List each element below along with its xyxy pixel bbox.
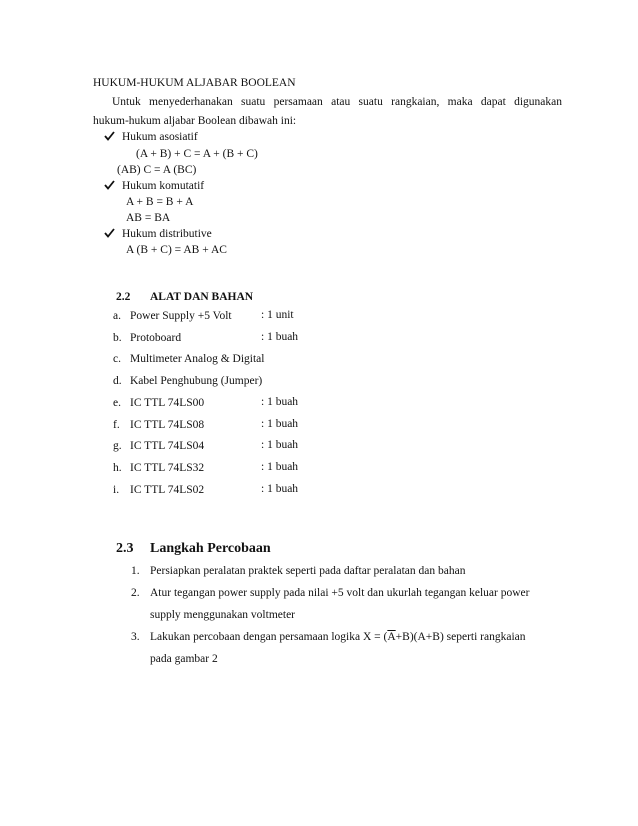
checkmark-icon xyxy=(104,130,116,144)
page-heading: HUKUM-HUKUM ALJABAR BOOLEAN xyxy=(93,77,296,89)
list-item-name: IC TTL 74LS08 xyxy=(130,419,205,431)
law-equation: A (B + C) = AB + AC xyxy=(126,244,227,256)
list-item-letter: c. xyxy=(113,353,121,365)
section-title-steps: Langkah Percobaan xyxy=(150,541,271,556)
intro-line-1: Untuk menyederhanakan suatu persamaan atau suatu rangkaian, maka dapat digunakan xyxy=(112,96,562,108)
list-item-qty: : 1 buah xyxy=(261,331,299,343)
list-item-name: Protoboard xyxy=(130,332,182,344)
list-item-name: Multimeter Analog & Digital xyxy=(130,353,265,365)
list-item-qty: : 1 buah xyxy=(261,461,299,473)
step-text-part: Lakukan percobaan dengan persamaan logika X = ( xyxy=(150,631,388,643)
step-number: 2. xyxy=(131,587,140,599)
list-item-qty: : 1 buah xyxy=(261,418,299,430)
list-item-letter: b. xyxy=(113,332,122,344)
step-text: Persiapkan peralatan praktek seperti pada daftar peralatan dan bahan xyxy=(150,565,466,577)
step-number: 1. xyxy=(131,565,140,577)
law-name: Hukum asosiatif xyxy=(122,131,198,143)
list-item-qty: : 1 buah xyxy=(261,439,299,451)
list-item-name: IC TTL 74LS02 xyxy=(130,484,205,496)
step-text: Atur tegangan power supply pada nilai +5 volt dan ukurlah tegangan keluar power xyxy=(150,587,530,599)
list-item-qty: : 1 unit xyxy=(261,309,294,321)
section-title-tools: ALAT DAN BAHAN xyxy=(150,291,254,303)
law-equation: (AB) C = A (BC) xyxy=(117,164,197,176)
section-number-steps: 2.3 xyxy=(116,541,134,556)
list-item-letter: h. xyxy=(113,462,122,474)
checkmark-icon xyxy=(104,227,116,241)
list-item-qty: : 1 buah xyxy=(261,483,299,495)
law-komutatif xyxy=(104,179,204,193)
list-item-letter: g. xyxy=(113,440,122,452)
step-text: supply menggunakan voltmeter xyxy=(150,609,295,621)
law-name: Hukum komutatif xyxy=(122,180,205,192)
step-text-negated-var: $\overline{A}$ xyxy=(387,631,396,643)
list-item-letter: a. xyxy=(113,310,121,322)
list-item-letter: d. xyxy=(113,375,122,387)
law-name: Hukum distributive xyxy=(122,228,212,240)
list-item-letter: i. xyxy=(113,484,120,496)
list-item-letter: f. xyxy=(113,419,120,431)
list-item-name: IC TTL 74LS32 xyxy=(130,462,205,474)
law-asosiatif xyxy=(104,130,198,144)
law-distributive xyxy=(104,227,212,241)
law-equation: AB = BA xyxy=(126,212,171,224)
step-text: pada gambar 2 xyxy=(150,653,218,665)
list-item-name: Power Supply +5 Volt xyxy=(130,310,232,322)
list-item-name: IC TTL 74LS00 xyxy=(130,397,205,409)
list-item-letter: e. xyxy=(113,397,121,409)
section-number-tools: 2.2 xyxy=(116,291,131,303)
checkmark-icon xyxy=(104,179,116,193)
step-text xyxy=(150,630,526,644)
list-item-qty: : 1 buah xyxy=(261,396,299,408)
step-number: 3. xyxy=(131,631,140,643)
law-equation: (A + B) + C = A + (B + C) xyxy=(136,148,258,160)
step-text-part: +B)(A+B) seperti rangkaian xyxy=(395,631,526,643)
intro-line-2: hukum-hukum aljabar Boolean dibawah ini: xyxy=(93,115,297,127)
list-item-name: Kabel Penghubung (Jumper) xyxy=(130,375,263,387)
law-equation: A + B = B + A xyxy=(126,196,194,208)
list-item-name: IC TTL 74LS04 xyxy=(130,440,205,452)
